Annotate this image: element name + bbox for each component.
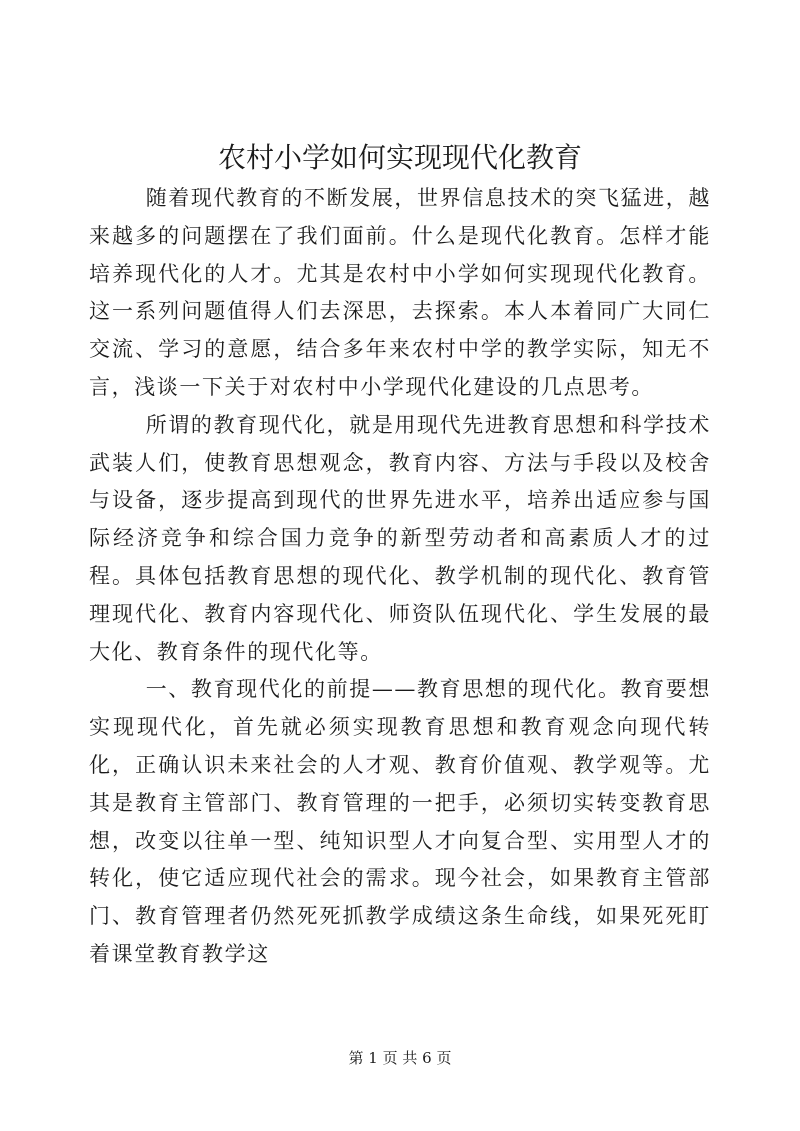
paragraph-section-one: 一、教育现代化的前提——教育思想的现代化。教育要想实现现代化，首先就必须实现教育思想和教育观念向现代转化，正确认识未来社会的人才观、教育价值观、教学观等。尤其是教育主管部门、教育管理的一把手，必须切实转变教育思想，改变以往单一型、纯知识型人才向复合型、实用型人才的转化，使它适应现代社会的需求。现今社会，如果教育主管部门、教育管理者仍然死死抓教学成绩这条生命线，如果死死盯着课堂教育教学这	[89, 677, 711, 966]
paragraph-definition: 所谓的教育现代化，就是用现代先进教育思想和科学技术武装人们，使教育思想观念，教育内容、方法与手段以及校舍与设备，逐步提高到现代的世界先进水平，培养出适应参与国际经济竞争和综合国力竞争的新型劳动者和高素质人才的过程。具体包括教育思想的现代化、教学机制的现代化、教育管理现代化、教育内容现代化、师资队伍现代化、学生发展的最大化、教育条件的现代化等。	[89, 412, 711, 664]
document-title: 农村小学如何实现现代化教育	[217, 141, 582, 174]
page-footer: 第 1 页 共 6 页	[348, 1049, 452, 1067]
document-body	[89, 180, 711, 974]
paragraph-intro: 随着现代教育的不断发展，世界信息技术的突飞猛进，越来越多的问题摆在了我们面前。什么是现代化教育。怎样才能培养现代化的人才。尤其是农村中小学如何实现现代化教育。这一系列问题值得人们去深思，去探索。本人本着同广大同仁交流、学习的意愿，结合多年来农村中学的教学实际，知无不言，浅谈一下关于对农村中小学现代化建设的几点思考。	[89, 186, 711, 399]
